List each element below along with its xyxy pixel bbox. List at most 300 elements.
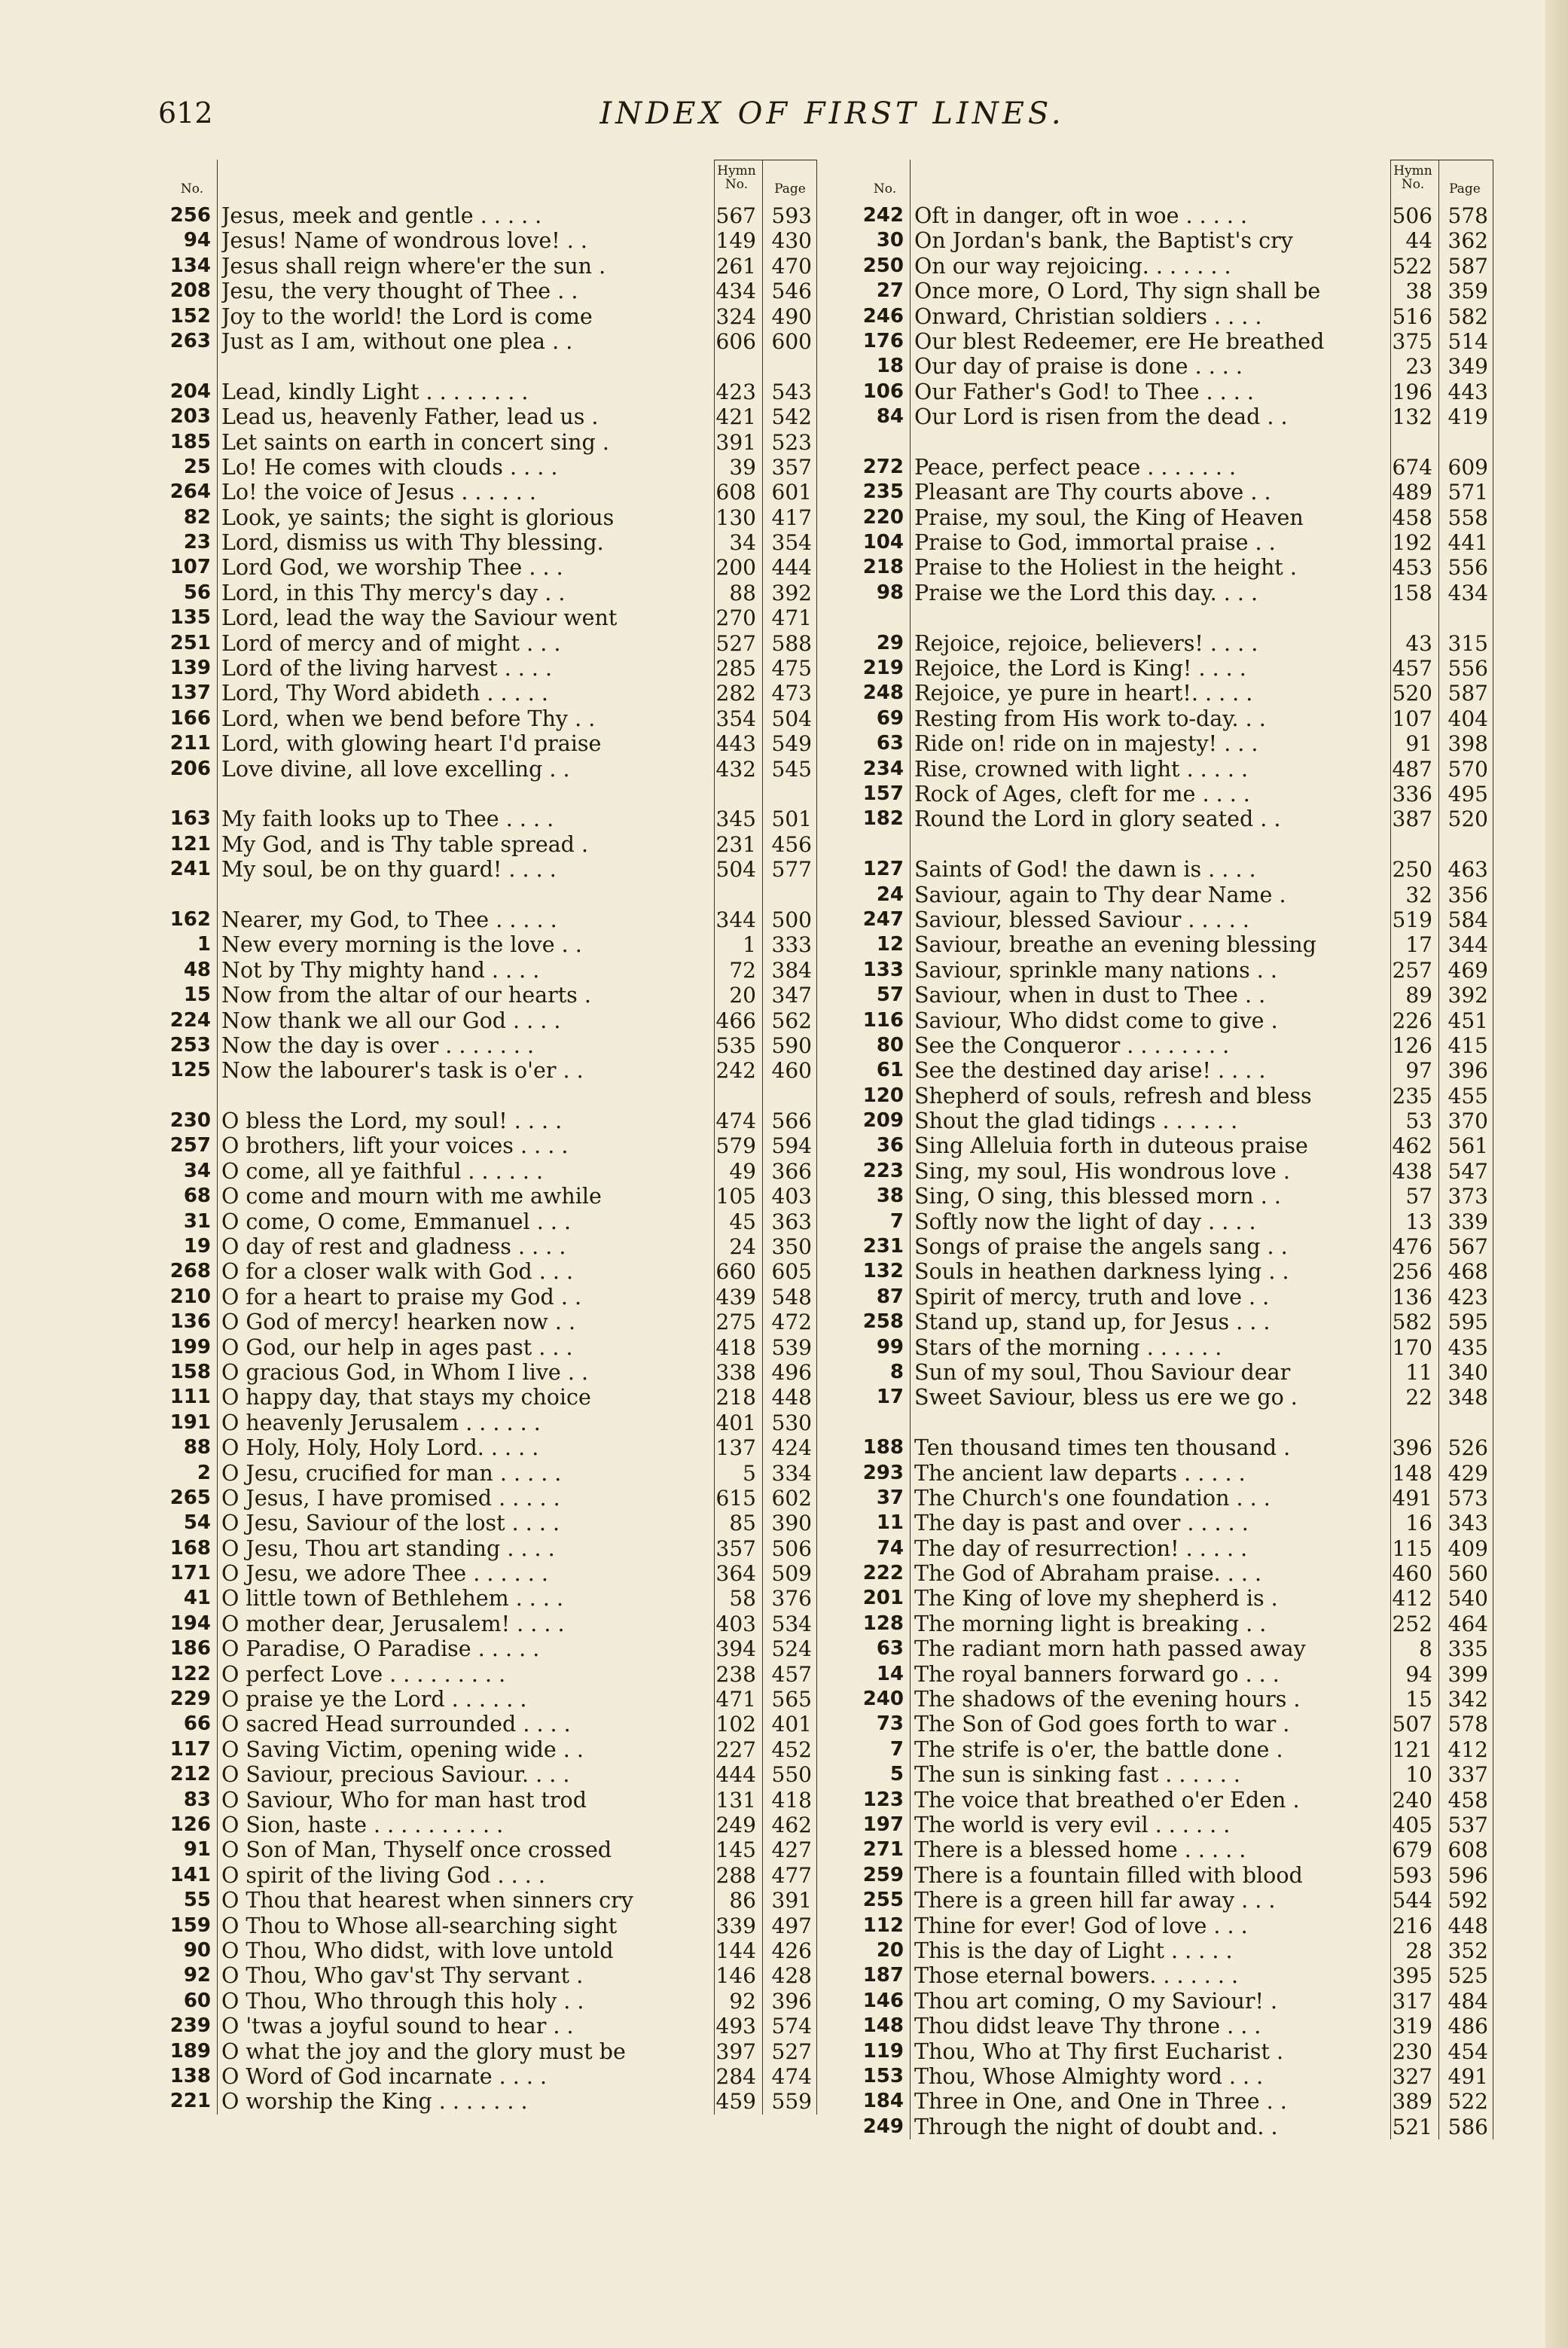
page-no: 548 xyxy=(771,1284,812,1310)
hymn-no: 460 xyxy=(1392,1561,1432,1587)
first-line: O come and mourn with me awhile xyxy=(221,1184,602,1209)
hymn-no: 606 xyxy=(715,328,756,354)
hymn-number: 137 xyxy=(169,682,211,705)
first-line: O Paradise, O Paradise . . . . . xyxy=(221,1636,540,1662)
hymn-no: 261 xyxy=(715,253,756,279)
hymn-number: 188 xyxy=(862,1436,904,1459)
hymn-number: 194 xyxy=(169,1612,211,1635)
page-no: 546 xyxy=(771,279,812,304)
page-no: 578 xyxy=(1448,1712,1488,1737)
first-line: Saviour, sprinkle many nations . . xyxy=(914,957,1277,983)
first-line: The ancient law departs . . . . . xyxy=(914,1460,1246,1486)
first-line: Sing, O sing, this blessed morn . . xyxy=(914,1184,1281,1209)
hymn-number: 136 xyxy=(169,1310,211,1334)
page-no: 376 xyxy=(771,1586,812,1612)
page-no: 501 xyxy=(771,807,812,832)
hymn-number: 68 xyxy=(183,1185,211,1208)
hymn-number: 80 xyxy=(876,1033,904,1057)
hymn-no: 136 xyxy=(1392,1284,1432,1310)
hymn-no: 375 xyxy=(1392,328,1432,354)
first-line: O 'twas a joyful sound to hear . . xyxy=(221,2014,574,2039)
hymn-number: 121 xyxy=(169,832,211,855)
hymn-number: 82 xyxy=(183,505,211,529)
page-no: 349 xyxy=(1448,354,1488,380)
hymn-no: 22 xyxy=(1405,1385,1432,1410)
hymn-no: 32 xyxy=(1405,882,1432,907)
hymn-number: 264 xyxy=(169,480,211,504)
hymn-no: 444 xyxy=(715,1762,756,1788)
first-line: Not by Thy mighty hand . . . . xyxy=(221,957,540,983)
page-no: 601 xyxy=(771,480,812,505)
page-no: 429 xyxy=(1448,1460,1488,1486)
first-line: O brothers, lift your voices . . . . xyxy=(221,1133,569,1159)
page-no: 448 xyxy=(1448,1913,1488,1938)
hymn-number: 163 xyxy=(169,807,211,831)
first-line: O Jesu, Saviour of the lost . . . . xyxy=(221,1511,560,1536)
column-rule xyxy=(816,160,817,2115)
page-no: 550 xyxy=(771,1762,812,1788)
page-no: 469 xyxy=(1448,957,1488,983)
page-no: 562 xyxy=(771,1008,812,1033)
first-line: O sacred Head surrounded . . . . xyxy=(221,1712,571,1737)
page-no: 468 xyxy=(1448,1259,1488,1285)
hymn-number: 87 xyxy=(876,1285,904,1308)
hymn-number: 148 xyxy=(862,2014,904,2038)
hymn-number: 257 xyxy=(169,1134,211,1157)
hymn-no: 34 xyxy=(729,530,756,556)
first-line: My soul, be on thy guard! . . . . xyxy=(221,857,557,883)
page-no: 444 xyxy=(771,555,812,581)
column-rule xyxy=(1438,160,1439,2139)
page-no: 452 xyxy=(771,1737,812,1762)
page-no: 540 xyxy=(1448,1586,1488,1612)
page-title: INDEX OF FIRST LINES. xyxy=(599,96,1065,131)
hymn-no: 28 xyxy=(1405,1938,1432,1963)
hymn-number: 184 xyxy=(862,2090,904,2113)
page-no: 396 xyxy=(771,1988,812,2014)
page-no: 392 xyxy=(771,580,812,605)
hymn-number: 272 xyxy=(862,455,904,478)
first-line: Lead, kindly Light . . . . . . . . xyxy=(221,379,529,404)
hymn-no: 391 xyxy=(715,429,756,455)
hymn-no: 249 xyxy=(715,1813,756,1837)
first-line: There is a fountain filled with blood xyxy=(914,1862,1303,1888)
hymn-number: 19 xyxy=(183,1235,211,1258)
page-no: 608 xyxy=(1448,1837,1488,1863)
hymn-number: 60 xyxy=(183,1989,211,2012)
page-no: 539 xyxy=(771,1334,812,1360)
hymn-no: 474 xyxy=(715,1108,756,1134)
hymn-no: 462 xyxy=(1392,1133,1432,1159)
hymn-number: 208 xyxy=(169,279,211,303)
hymn-number: 135 xyxy=(169,606,211,630)
hymn-number: 203 xyxy=(169,405,211,428)
page-header xyxy=(158,96,1506,142)
hymn-number: 223 xyxy=(862,1159,904,1182)
page-no: 396 xyxy=(1448,1058,1488,1084)
hymn-no: 458 xyxy=(1392,505,1432,530)
first-line: The Church's one foundation . . . xyxy=(914,1485,1271,1511)
hymn-no: 20 xyxy=(729,983,756,1008)
page-no: 577 xyxy=(771,857,812,883)
page-no: 609 xyxy=(1448,454,1488,480)
hymn-no: 192 xyxy=(1392,530,1432,556)
hymn-number: 92 xyxy=(183,1964,211,1987)
page-no: 366 xyxy=(771,1158,812,1184)
hymn-number: 36 xyxy=(876,1134,904,1157)
first-line: O for a closer walk with God . . . xyxy=(221,1259,574,1285)
hymn-no: 86 xyxy=(729,1888,756,1913)
hymn-number: 23 xyxy=(183,531,211,554)
hymn-no: 148 xyxy=(1392,1460,1432,1486)
hymn-number: 240 xyxy=(862,1688,904,1711)
hymn-number: 134 xyxy=(169,254,211,277)
first-line: Round the Lord in glory seated . . xyxy=(914,807,1281,832)
first-line: Rejoice, rejoice, believers! . . . . xyxy=(914,630,1258,656)
hymn-number: 247 xyxy=(862,907,904,931)
first-line: Our blest Redeemer, ere He breathed xyxy=(914,328,1325,354)
hymn-no: 45 xyxy=(729,1209,756,1234)
page-no: 545 xyxy=(771,756,812,782)
hymn-no: 476 xyxy=(1392,1234,1432,1260)
first-line: My God, and is Thy table spread . xyxy=(221,831,589,857)
first-line: Onward, Christian soldiers . . . . xyxy=(914,303,1262,329)
page-no: 605 xyxy=(771,1259,812,1285)
page-no: 543 xyxy=(771,379,812,404)
hymn-no: 270 xyxy=(715,605,756,631)
page-no: 356 xyxy=(1448,882,1488,907)
page-no: 567 xyxy=(1448,1234,1488,1260)
hymn-no: 354 xyxy=(715,706,756,731)
hymn-no: 94 xyxy=(1405,1661,1432,1687)
hymn-number: 17 xyxy=(876,1386,904,1409)
hymn-no: 39 xyxy=(729,454,756,480)
hymn-number: 127 xyxy=(862,858,904,881)
page-no: 464 xyxy=(1448,1611,1488,1636)
page-no: 593 xyxy=(771,203,812,228)
first-line: Shout the glad tidings . . . . . . xyxy=(914,1108,1238,1134)
hymn-number: 210 xyxy=(169,1285,211,1308)
hymn-number: 259 xyxy=(862,1863,904,1886)
page-no: 595 xyxy=(1448,1310,1488,1335)
hymn-number: 106 xyxy=(862,380,904,403)
page-no: 412 xyxy=(1448,1737,1488,1762)
first-line: This is the day of Light . . . . . xyxy=(914,1938,1233,1963)
page-no: 584 xyxy=(1448,907,1488,932)
hymn-number: 159 xyxy=(169,1913,211,1937)
hymn-number: 224 xyxy=(169,1008,211,1032)
hymn-no: 387 xyxy=(1392,807,1432,832)
hymn-no: 519 xyxy=(1392,907,1432,932)
hymn-number: 74 xyxy=(876,1536,904,1560)
first-line: O Word of God incarnate . . . . xyxy=(221,2063,548,2089)
page-no: 509 xyxy=(771,1561,812,1587)
hymn-no: 521 xyxy=(1392,2114,1432,2139)
first-line: O Saviour, precious Saviour. . . . xyxy=(221,1762,570,1788)
page-no: 490 xyxy=(771,303,812,329)
first-line: Songs of praise the angels sang . . xyxy=(914,1234,1288,1260)
page-no: 456 xyxy=(771,831,812,857)
first-line: O mother dear, Jerusalem! . . . . xyxy=(221,1611,565,1636)
page-no: 362 xyxy=(1448,228,1488,254)
first-line: Thou didst leave Thy throne . . . xyxy=(914,2014,1261,2039)
first-line: Thine for ever! God of love . . . xyxy=(914,1913,1248,1938)
column-rule xyxy=(910,160,911,2139)
first-line: Sun of my soul, Thou Saviour dear xyxy=(914,1359,1291,1385)
first-line: See the destined day arise! . . . . xyxy=(914,1058,1266,1084)
first-line: O happy day, that stays my choice xyxy=(221,1385,591,1410)
hymn-number: 29 xyxy=(876,631,904,654)
hymn-number: 221 xyxy=(169,2090,211,2113)
hymn-number: 138 xyxy=(169,2064,211,2087)
page-no: 470 xyxy=(771,253,812,279)
first-line: There is a blessed home . . . . . xyxy=(914,1837,1246,1863)
header-no: No. xyxy=(180,181,204,197)
hymn-number: 112 xyxy=(862,1913,904,1937)
hymn-number: 7 xyxy=(889,1737,904,1761)
hymn-number: 107 xyxy=(169,556,211,579)
hymn-number: 128 xyxy=(862,1612,904,1635)
hymn-number: 48 xyxy=(183,958,211,981)
page-no: 547 xyxy=(1448,1158,1488,1184)
first-line: Now thank we all our God . . . . xyxy=(221,1008,561,1033)
first-line: The sun is sinking fast . . . . . . xyxy=(914,1762,1240,1788)
first-line: O come, all ye faithful . . . . . . xyxy=(221,1158,544,1184)
page-number: 612 xyxy=(158,96,213,130)
first-line: Thou, Who at Thy first Eucharist . xyxy=(914,2038,1284,2064)
first-line: Sing, my soul, His wondrous love . xyxy=(914,1158,1290,1184)
first-line: O what the joy and the glory must be xyxy=(221,2038,626,2064)
hymn-no: 11 xyxy=(1405,1359,1432,1385)
page-no: 495 xyxy=(1448,781,1488,807)
first-line: Lord, dismiss us with Thy blessing. xyxy=(221,530,604,556)
first-line: O Thou, Who gav'st Thy servant . xyxy=(221,1963,584,1989)
page-no: 352 xyxy=(1448,1938,1488,1963)
hymn-number: 212 xyxy=(169,1763,211,1786)
first-line: Rise, crowned with light . . . . . xyxy=(914,756,1249,782)
hymn-number: 141 xyxy=(169,1863,211,1886)
hymn-number: 171 xyxy=(169,1562,211,1585)
hymn-number: 235 xyxy=(862,480,904,504)
first-line: O Thou, Who didst, with love untold xyxy=(221,1938,614,1963)
hymn-number: 18 xyxy=(876,355,904,378)
hymn-no: 615 xyxy=(715,1485,756,1511)
hymn-number: 61 xyxy=(876,1059,904,1082)
page-no: 582 xyxy=(1448,303,1488,329)
hymn-no: 453 xyxy=(1392,555,1432,581)
hymn-no: 43 xyxy=(1405,630,1432,656)
first-line: O Jesu, we adore Thee . . . . . . xyxy=(221,1561,548,1587)
hymn-number: 24 xyxy=(876,883,904,906)
header-hymn-line2: No. xyxy=(1401,177,1425,192)
hymn-number: 116 xyxy=(862,1008,904,1032)
page-no: 491 xyxy=(1448,2063,1488,2089)
page-no: 423 xyxy=(1448,1284,1488,1310)
hymn-no: 89 xyxy=(1405,983,1432,1008)
page-no: 435 xyxy=(1448,1334,1488,1360)
hymn-number: 55 xyxy=(183,1889,211,1912)
first-line: O Son of Man, Thyself once crossed xyxy=(221,1837,612,1863)
hymn-no: 506 xyxy=(1392,203,1432,228)
first-line: Sweet Saviour, bless us ere we go . xyxy=(914,1385,1298,1410)
page-no: 471 xyxy=(771,605,812,631)
first-line: Our Father's God! to Thee . . . . xyxy=(914,379,1254,404)
page-no: 348 xyxy=(1448,1385,1488,1410)
page-no: 344 xyxy=(1448,932,1488,958)
hymn-no: 412 xyxy=(1392,1586,1432,1612)
first-line: O come, O come, Emmanuel . . . xyxy=(221,1209,572,1234)
first-line: Saviour, again to Thy dear Name . xyxy=(914,882,1286,907)
hymn-number: 38 xyxy=(876,1185,904,1208)
first-line: Lord of the living harvest . . . . xyxy=(221,656,553,682)
hymn-no: 324 xyxy=(715,303,756,329)
hymn-no: 5 xyxy=(743,1460,756,1486)
hymn-number: 99 xyxy=(876,1335,904,1358)
first-line: Peace, perfect peace . . . . . . . xyxy=(914,454,1237,480)
first-line: Stars of the morning . . . . . . xyxy=(914,1334,1222,1360)
page-no: 398 xyxy=(1448,731,1488,757)
page-no: 475 xyxy=(771,656,812,682)
hymn-number: 271 xyxy=(862,1838,904,1862)
hymn-number: 256 xyxy=(169,204,211,227)
header-hymn-line2: No. xyxy=(725,177,749,192)
hymn-number: 199 xyxy=(169,1335,211,1358)
page-no: 350 xyxy=(771,1234,812,1260)
first-line: Rock of Ages, cleft for me . . . . xyxy=(914,781,1250,807)
first-line: O God of mercy! hearken now . . xyxy=(221,1310,576,1335)
first-line: Praise to the Holiest in the height . xyxy=(914,555,1297,581)
hymn-no: 389 xyxy=(1392,2089,1432,2115)
hymn-no: 405 xyxy=(1392,1813,1432,1837)
page-no: 334 xyxy=(771,1460,812,1486)
hymn-number: 157 xyxy=(862,782,904,805)
hymn-number: 27 xyxy=(876,279,904,303)
hymn-no: 115 xyxy=(1392,1535,1432,1561)
page-no: 454 xyxy=(1448,2038,1488,2064)
first-line: Jesus! Name of wondrous love! . . xyxy=(221,228,587,254)
page-no: 588 xyxy=(771,630,812,656)
hymn-no: 319 xyxy=(1392,2014,1432,2039)
hymn-no: 567 xyxy=(715,203,756,228)
first-line: Jesu, the very thought of Thee . . xyxy=(221,279,578,304)
page-no: 600 xyxy=(771,328,812,354)
first-line: Shepherd of souls, refresh and bless xyxy=(914,1083,1312,1108)
hymn-number: 220 xyxy=(862,505,904,529)
hymn-number: 201 xyxy=(862,1587,904,1610)
hymn-no: 132 xyxy=(1392,404,1432,430)
page-no: 342 xyxy=(1448,1687,1488,1712)
page-no: 339 xyxy=(1448,1209,1488,1234)
hymn-no: 137 xyxy=(715,1435,756,1461)
hymn-no: 158 xyxy=(1392,580,1432,605)
hymn-number: 258 xyxy=(862,1310,904,1334)
hymn-number: 218 xyxy=(862,556,904,579)
page-no: 596 xyxy=(1448,1862,1488,1888)
page-no: 333 xyxy=(771,932,812,958)
hymn-number: 31 xyxy=(183,1209,211,1233)
hymn-no: 421 xyxy=(715,404,756,430)
page-no: 427 xyxy=(771,1837,812,1863)
hymn-number: 222 xyxy=(862,1562,904,1585)
hymn-number: 120 xyxy=(862,1084,904,1107)
page-no: 497 xyxy=(771,1913,812,1938)
first-line: The day of resurrection! . . . . . xyxy=(914,1535,1248,1561)
hymn-no: 149 xyxy=(715,228,756,254)
first-line: O heavenly Jerusalem . . . . . . xyxy=(221,1410,541,1435)
hymn-number: 152 xyxy=(169,304,211,328)
page-no: 418 xyxy=(771,1787,812,1813)
hymn-no: 252 xyxy=(1392,1611,1432,1636)
first-line: Sing Alleluia forth in duteous praise xyxy=(914,1133,1308,1159)
page-no: 592 xyxy=(1448,1888,1488,1913)
hymn-no: 10 xyxy=(1405,1762,1432,1788)
page-no: 430 xyxy=(771,228,812,254)
page-no: 343 xyxy=(1448,1511,1488,1536)
hymn-number: 206 xyxy=(169,757,211,780)
hymn-no: 88 xyxy=(729,580,756,605)
hymn-no: 146 xyxy=(715,1963,756,1989)
column-rule xyxy=(1390,160,1391,2139)
page-no: 578 xyxy=(1448,203,1488,228)
hymn-number: 239 xyxy=(169,2014,211,2038)
first-line: O Thou, Who through this holy . . xyxy=(221,1988,584,2014)
first-line: O spirit of the living God . . . . xyxy=(221,1862,545,1888)
hymn-no: 275 xyxy=(715,1310,756,1335)
hymn-no: 130 xyxy=(715,505,756,530)
first-line: Praise we the Lord this day. . . . xyxy=(914,580,1258,605)
hymn-no: 338 xyxy=(715,1359,756,1385)
page-no: 520 xyxy=(1448,807,1488,832)
first-line: Joy to the world! the Lord is come xyxy=(221,303,593,329)
first-line: New every morning is the love . . xyxy=(221,932,582,958)
first-line: On our way rejoicing. . . . . . . xyxy=(914,253,1231,279)
first-line: O Saviour, Who for man hast trod xyxy=(221,1787,587,1813)
first-line: O Jesus, I have promised . . . . . xyxy=(221,1485,560,1511)
page-no: 586 xyxy=(1448,2114,1488,2139)
page-no: 474 xyxy=(771,2063,812,2089)
hymn-number: 2 xyxy=(197,1461,211,1484)
hymn-no: 443 xyxy=(715,731,756,757)
hymn-number: 5 xyxy=(889,1763,904,1786)
hymn-number: 57 xyxy=(876,983,904,1007)
first-line: The King of love my shepherd is . xyxy=(914,1586,1278,1612)
hymn-no: 282 xyxy=(715,681,756,706)
first-line: Oft in danger, oft in woe . . . . . xyxy=(914,203,1248,228)
hymn-no: 434 xyxy=(715,279,756,304)
hymn-number: 176 xyxy=(862,329,904,352)
hymn-number: 123 xyxy=(862,1788,904,1811)
hymn-no: 131 xyxy=(715,1787,756,1813)
hymn-number: 91 xyxy=(183,1838,211,1862)
hymn-no: 336 xyxy=(1392,781,1432,807)
page-no: 451 xyxy=(1448,1008,1488,1033)
hymn-number: 83 xyxy=(183,1788,211,1811)
page-no: 484 xyxy=(1448,1988,1488,2014)
hymn-no: 49 xyxy=(729,1158,756,1184)
first-line: The God of Abraham praise. . . . xyxy=(914,1561,1262,1587)
header-page: Page xyxy=(774,181,806,197)
page-no: 574 xyxy=(771,2014,812,2039)
hymn-number: 158 xyxy=(169,1360,211,1383)
first-line: The morning light is breaking . . xyxy=(914,1611,1267,1636)
hymn-number: 265 xyxy=(169,1486,211,1509)
first-line: Thou art coming, O my Saviour! . xyxy=(914,1988,1278,2014)
first-line: Three in One, and One in Three . . xyxy=(914,2089,1287,2115)
hymn-no: 487 xyxy=(1392,756,1432,782)
hymn-no: 105 xyxy=(715,1184,756,1209)
page-no: 524 xyxy=(771,1636,812,1662)
first-line: The day is past and over . . . . . xyxy=(914,1511,1249,1536)
